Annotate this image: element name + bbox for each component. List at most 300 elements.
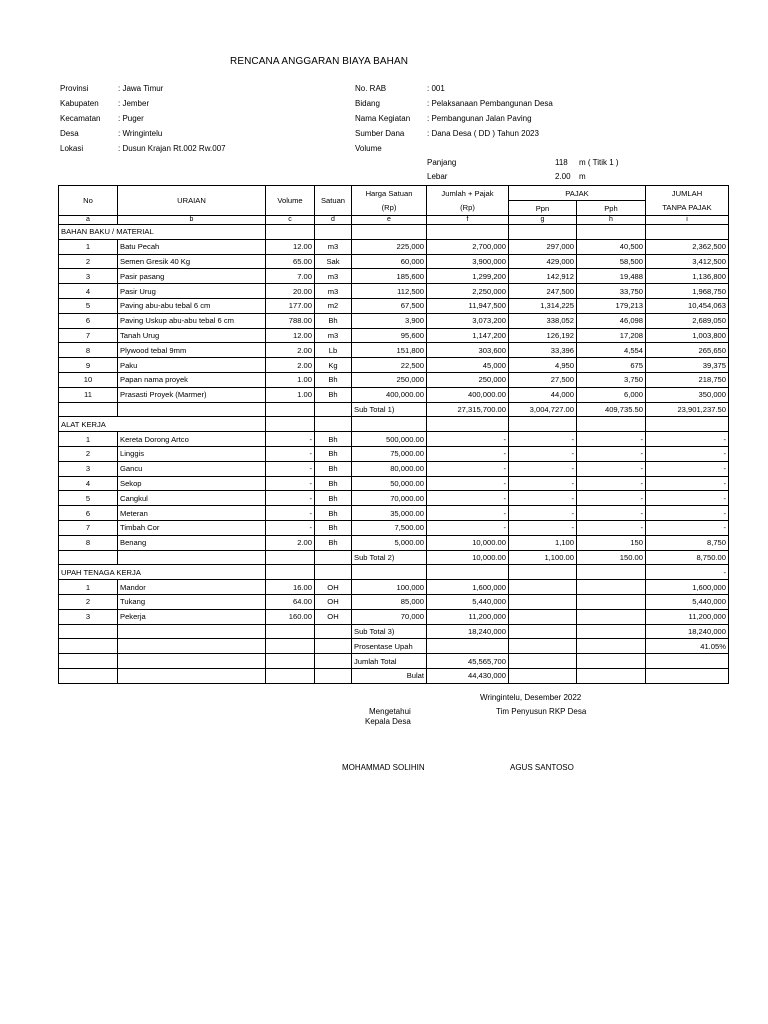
cell-jumlah-pajak: 10,000.00	[427, 535, 509, 550]
cell-ppn: 1,100	[509, 535, 577, 550]
header-no: No	[59, 186, 118, 216]
cell-pph: 17,208	[577, 328, 646, 343]
cell-satuan: Sak	[315, 254, 352, 269]
cell-ppn	[509, 417, 577, 432]
cell-satuan	[315, 624, 352, 639]
info-label: Kecamatan	[60, 114, 101, 123]
cell-harga-satuan: 500,000.00	[352, 432, 427, 447]
cell-ppn: 142,912	[509, 269, 577, 284]
cell-ppn: 429,000	[509, 254, 577, 269]
cell-volume: 1.00	[266, 372, 315, 387]
cell-jumlah-tanpa-pajak: 5,440,000	[646, 594, 729, 609]
cell-pph	[577, 225, 646, 240]
summary-row	[59, 639, 729, 654]
table-row	[59, 343, 729, 358]
header-tanpa-pajak: TANPA PAJAK	[646, 201, 729, 216]
cell-jumlah-pajak: 1,299,200	[427, 269, 509, 284]
subtotal-total: 18,240,000	[646, 624, 729, 639]
cell-pph: 6,000	[577, 387, 646, 402]
subtotal-total: 8,750.00	[646, 550, 729, 565]
cell-satuan: Kg	[315, 358, 352, 373]
cell-jumlah-tanpa-pajak: -	[646, 565, 729, 580]
cell-volume: -	[266, 491, 315, 506]
cell-jumlah-pajak: 1,600,000	[427, 580, 509, 595]
cell-harga-satuan: 70,000	[352, 609, 427, 624]
cell-volume: 177.00	[266, 298, 315, 313]
cell-jumlah-tanpa-pajak: 2,689,050	[646, 313, 729, 328]
cell-pph	[577, 417, 646, 432]
mengetahui-label: Mengetahui	[369, 707, 411, 716]
cell-jumlah-pajak: -	[427, 506, 509, 521]
cell-ppn: 247,500	[509, 284, 577, 299]
cell-volume: 2.00	[266, 358, 315, 373]
cell-jumlah-pajak: 3,073,200	[427, 313, 509, 328]
cell-uraian: Semen Gresik 40 Kg	[118, 254, 266, 269]
cell-jumlah-tanpa-pajak: -	[646, 506, 729, 521]
cell-no	[59, 624, 118, 639]
subtotal-jumlah: 10,000.00	[427, 550, 509, 565]
place-date: Wringintelu, Desember 2022	[480, 693, 582, 702]
cell-uraian: Paving Uskup abu-abu tebal 6 cm	[118, 313, 266, 328]
cell-volume: 7.00	[266, 269, 315, 284]
cell-jumlah-tanpa-pajak: 10,454,063	[646, 298, 729, 313]
cell-jumlah-tanpa-pajak: 2,362,500	[646, 239, 729, 254]
cell-satuan: Bh	[315, 432, 352, 447]
cell-volume	[266, 417, 315, 432]
cell-jumlah-tanpa-pajak: 11,200,000	[646, 609, 729, 624]
table-row	[59, 446, 729, 461]
cell-satuan: Bh	[315, 491, 352, 506]
cell-volume: 16.00	[266, 580, 315, 595]
cell-volume	[266, 624, 315, 639]
section-title: ALAT KERJA	[59, 417, 266, 432]
cell-uraian: Batu Pecah	[118, 239, 266, 254]
cell-pph: -	[577, 520, 646, 535]
info-value: : 001	[427, 84, 445, 93]
cell-no: 7	[59, 520, 118, 535]
cell-jumlah-tanpa-pajak: 8,750	[646, 535, 729, 550]
table-body	[59, 186, 729, 684]
cell-ppn: -	[509, 432, 577, 447]
cell-uraian: Kereta Dorong Artco	[118, 432, 266, 447]
cell-harga-satuan: 3,900	[352, 313, 427, 328]
kepala-desa-label: Kepala Desa	[365, 717, 411, 726]
table-row	[59, 594, 729, 609]
cell-jumlah-tanpa-pajak	[646, 417, 729, 432]
table-row	[59, 254, 729, 269]
cell-no: 10	[59, 372, 118, 387]
cell-jumlah-tanpa-pajak: 350,000	[646, 387, 729, 402]
cell-jumlah-pajak: 45,000	[427, 358, 509, 373]
section-header-row	[59, 417, 729, 432]
letter-cell: d	[315, 216, 352, 225]
cell-harga-satuan	[352, 417, 427, 432]
info-label: Volume	[355, 144, 382, 153]
cell-ppn: 1,314,225	[509, 298, 577, 313]
cell-volume	[266, 639, 315, 654]
cell-satuan: Bh	[315, 387, 352, 402]
header-jumlah-unit: (Rp)	[427, 201, 509, 216]
cell-uraian: Paving abu-abu tebal 6 cm	[118, 298, 266, 313]
cell-volume: 788.00	[266, 313, 315, 328]
cell-pph: 3,750	[577, 372, 646, 387]
lebar-value: 2.00	[555, 172, 571, 181]
cell-satuan: Bh	[315, 461, 352, 476]
table-row	[59, 609, 729, 624]
subtotal-row	[59, 402, 729, 417]
info-value: : Pembangunan Jalan Paving	[427, 114, 532, 123]
cell-jumlah-tanpa-pajak: 1,600,000	[646, 580, 729, 595]
cell-volume: -	[266, 446, 315, 461]
letter-cell: g	[509, 216, 577, 225]
cell-satuan: Bh	[315, 535, 352, 550]
cell-ppn: -	[509, 446, 577, 461]
info-value: : Dusun Krajan Rt.002 Rw.007	[118, 144, 226, 153]
cell-ppn: -	[509, 461, 577, 476]
cell-jumlah-tanpa-pajak: -	[646, 446, 729, 461]
cell-satuan: m3	[315, 239, 352, 254]
cell-no: 5	[59, 491, 118, 506]
cell-satuan: Lb	[315, 343, 352, 358]
cell-jumlah-tanpa-pajak: 3,412,500	[646, 254, 729, 269]
cell-jumlah-tanpa-pajak: -	[646, 520, 729, 535]
cell-no: 4	[59, 284, 118, 299]
subtotal-label: Sub Total 1)	[352, 402, 427, 417]
cell-ppn: 4,950	[509, 358, 577, 373]
cell-uraian: Pasir pasang	[118, 269, 266, 284]
cell-uraian: Timbah Cor	[118, 520, 266, 535]
cell-volume: -	[266, 520, 315, 535]
cell-ppn: -	[509, 520, 577, 535]
cell-satuan: OH	[315, 609, 352, 624]
cell-no: 1	[59, 432, 118, 447]
cell-pph	[577, 609, 646, 624]
cell-harga-satuan: 225,000	[352, 239, 427, 254]
cell-pph: 179,213	[577, 298, 646, 313]
table-row	[59, 328, 729, 343]
cell-jumlah-pajak	[427, 639, 509, 654]
cell-satuan: m3	[315, 269, 352, 284]
cell-harga-satuan: 185,600	[352, 269, 427, 284]
letter-cell: e	[352, 216, 427, 225]
cell-no: 8	[59, 343, 118, 358]
subtotal-ppn: 3,004,727.00	[509, 402, 577, 417]
table-row	[59, 239, 729, 254]
cell-harga-satuan: 7,500.00	[352, 520, 427, 535]
cell-jumlah-tanpa-pajak: 265,650	[646, 343, 729, 358]
cell-jumlah-tanpa-pajak	[646, 225, 729, 240]
cell-jumlah-pajak: 11,200,000	[427, 609, 509, 624]
cell-volume: 1.00	[266, 387, 315, 402]
cell-ppn	[509, 639, 577, 654]
cell-pph: -	[577, 506, 646, 521]
table-row	[59, 372, 729, 387]
cell-ppn: 33,396	[509, 343, 577, 358]
cell-ppn	[509, 565, 577, 580]
header-uraian: URAIAN	[118, 186, 266, 216]
cell-uraian: Sekop	[118, 476, 266, 491]
cell-no: 2	[59, 254, 118, 269]
cell-pph	[577, 594, 646, 609]
cell-pph: -	[577, 491, 646, 506]
cell-uraian	[118, 550, 266, 565]
subtotal-label: Sub Total 3)	[352, 624, 427, 639]
cell-no: 11	[59, 387, 118, 402]
cell-harga-satuan: 70,000.00	[352, 491, 427, 506]
table-row	[59, 461, 729, 476]
cell-no	[59, 639, 118, 654]
table-row	[59, 387, 729, 402]
cell-jumlah-pajak: 44,430,000	[427, 668, 509, 683]
info-label: Desa	[60, 129, 79, 138]
cell-uraian: Plywood tebal 9mm	[118, 343, 266, 358]
cell-ppn: -	[509, 506, 577, 521]
cell-ppn: -	[509, 476, 577, 491]
cell-uraian: Pekerja	[118, 609, 266, 624]
cell-uraian: Papan nama proyek	[118, 372, 266, 387]
panjang-label: Panjang	[427, 158, 457, 167]
cell-no	[59, 668, 118, 683]
info-value: : Wringintelu	[118, 129, 163, 138]
cell-no: 3	[59, 609, 118, 624]
subtotal-pph: 409,735.50	[577, 402, 646, 417]
summary-row	[59, 654, 729, 669]
cell-harga-satuan: 80,000.00	[352, 461, 427, 476]
section-header-row	[59, 225, 729, 240]
cell-volume: 65.00	[266, 254, 315, 269]
cell-volume: -	[266, 461, 315, 476]
cell-pph	[577, 654, 646, 669]
cell-volume	[266, 668, 315, 683]
cell-jumlah-pajak	[427, 565, 509, 580]
header-ppn: Ppn	[509, 201, 577, 216]
subtotal-total: 23,901,237.50	[646, 402, 729, 417]
cell-ppn	[509, 594, 577, 609]
cell-satuan: Bh	[315, 313, 352, 328]
section-header-row	[59, 565, 729, 580]
cell-pph: -	[577, 432, 646, 447]
info-value: : Jember	[118, 99, 150, 108]
cell-harga-satuan: 67,500	[352, 298, 427, 313]
cell-jumlah-tanpa-pajak: 1,136,800	[646, 269, 729, 284]
cell-no: 9	[59, 358, 118, 373]
cell-pph: 4,554	[577, 343, 646, 358]
info-label: Nama Kegiatan	[355, 114, 411, 123]
cell-no: 2	[59, 594, 118, 609]
cell-satuan: Bh	[315, 506, 352, 521]
cell-uraian: Cangkul	[118, 491, 266, 506]
cell-uraian: Benang	[118, 535, 266, 550]
cell-jumlah-tanpa-pajak: 39,375	[646, 358, 729, 373]
cell-volume	[266, 654, 315, 669]
cell-pph: 150	[577, 535, 646, 550]
section-title: BAHAN BAKU / MATERIAL	[59, 225, 266, 240]
tim-penyusun-label: Tim Penyusun RKP Desa	[496, 707, 587, 716]
cell-ppn	[509, 580, 577, 595]
cell-uraian: Meteran	[118, 506, 266, 521]
cell-ppn: 297,000	[509, 239, 577, 254]
cell-pph	[577, 580, 646, 595]
table-row	[59, 358, 729, 373]
cell-satuan	[315, 654, 352, 669]
table-row	[59, 269, 729, 284]
cell-jumlah-tanpa-pajak: 1,968,750	[646, 284, 729, 299]
letter-cell: a	[59, 216, 118, 225]
cell-no	[59, 402, 118, 417]
cell-jumlah-pajak: 2,700,000	[427, 239, 509, 254]
cell-ppn	[509, 225, 577, 240]
subtotal-label: Sub Total 2)	[352, 550, 427, 565]
cell-satuan	[315, 639, 352, 654]
cell-pph: 58,500	[577, 254, 646, 269]
cell-jumlah-pajak: 2,250,000	[427, 284, 509, 299]
header-total: JUMLAH	[646, 186, 729, 201]
cell-satuan	[315, 550, 352, 565]
cell-jumlah-pajak	[427, 417, 509, 432]
subtotal-jumlah: 18,240,000	[427, 624, 509, 639]
cell-volume: 12.00	[266, 328, 315, 343]
cell-uraian: Pasir Urug	[118, 284, 266, 299]
cell-no: 6	[59, 313, 118, 328]
subtotal-ppn	[509, 624, 577, 639]
info-label: Provinsi	[60, 84, 89, 93]
header-volume: Volume	[266, 186, 315, 216]
cell-jumlah-pajak: -	[427, 491, 509, 506]
cell-jumlah-tanpa-pajak: -	[646, 491, 729, 506]
cell-volume: 12.00	[266, 239, 315, 254]
cell-satuan: Bh	[315, 476, 352, 491]
cell-harga-satuan: 151,800	[352, 343, 427, 358]
cell-no: 1	[59, 580, 118, 595]
table-row	[59, 506, 729, 521]
cell-ppn: 126,192	[509, 328, 577, 343]
cell-no: 7	[59, 328, 118, 343]
table-row	[59, 580, 729, 595]
cell-jumlah-tanpa-pajak: 1,003,800	[646, 328, 729, 343]
cell-jumlah-pajak: 3,900,000	[427, 254, 509, 269]
summary-label: Jumlah Total	[352, 654, 427, 669]
cell-pph: -	[577, 461, 646, 476]
cell-pph: 675	[577, 358, 646, 373]
header-harga: Harga Satuan	[352, 186, 427, 201]
cell-ppn	[509, 668, 577, 683]
cell-harga-satuan: 400,000.00	[352, 387, 427, 402]
cell-uraian: Prasasti Proyek (Marmer)	[118, 387, 266, 402]
cell-pph	[577, 565, 646, 580]
header-pajak: PAJAK	[509, 186, 646, 201]
cell-no: 2	[59, 446, 118, 461]
summary-label: Prosentase Upah	[352, 639, 427, 654]
cell-uraian: Tukang	[118, 594, 266, 609]
cell-satuan: m3	[315, 328, 352, 343]
cell-no: 3	[59, 269, 118, 284]
document-title: RENCANA ANGGARAN BIAYA BAHAN	[230, 56, 409, 67]
summary-row	[59, 668, 729, 683]
cell-harga-satuan	[352, 225, 427, 240]
header-jumlah: Jumlah + Pajak	[427, 186, 509, 201]
info-value: : Jawa Timur	[118, 84, 164, 93]
cell-uraian: Gancu	[118, 461, 266, 476]
cell-uraian	[118, 668, 266, 683]
cell-jumlah-pajak: 5,440,000	[427, 594, 509, 609]
cell-uraian: Paku	[118, 358, 266, 373]
info-label: Bidang	[355, 99, 380, 108]
cell-jumlah-pajak: 400,000.00	[427, 387, 509, 402]
header-harga-unit: (Rp)	[352, 201, 427, 216]
cell-harga-satuan: 22,500	[352, 358, 427, 373]
cell-volume	[266, 565, 315, 580]
cell-pph: 40,500	[577, 239, 646, 254]
cell-uraian	[118, 402, 266, 417]
cell-ppn	[509, 609, 577, 624]
cell-no: 6	[59, 506, 118, 521]
cell-satuan	[315, 417, 352, 432]
cell-jumlah-pajak: 1,147,200	[427, 328, 509, 343]
cell-volume	[266, 550, 315, 565]
subtotal-jumlah: 27,315,700.00	[427, 402, 509, 417]
cell-volume	[266, 402, 315, 417]
cell-no: 1	[59, 239, 118, 254]
cell-harga-satuan: 50,000.00	[352, 476, 427, 491]
cell-satuan: m2	[315, 298, 352, 313]
cell-satuan: Bh	[315, 520, 352, 535]
header-row	[59, 186, 729, 201]
cell-jumlah-tanpa-pajak: -	[646, 432, 729, 447]
cell-volume	[266, 225, 315, 240]
cell-satuan: m3	[315, 284, 352, 299]
cell-jumlah-pajak: 250,000	[427, 372, 509, 387]
panjang-value: 118	[555, 158, 568, 167]
letter-cell: b	[118, 216, 266, 225]
cell-harga-satuan	[352, 565, 427, 580]
cell-jumlah-pajak: -	[427, 461, 509, 476]
rab-table	[58, 185, 729, 684]
table-row	[59, 535, 729, 550]
cell-ppn: 27,500	[509, 372, 577, 387]
cell-jumlah-tanpa-pajak: 41.05%	[646, 639, 729, 654]
info-label: Kabupaten	[60, 99, 99, 108]
cell-jumlah-pajak: 303,600	[427, 343, 509, 358]
table-row	[59, 313, 729, 328]
cell-ppn: 44,000	[509, 387, 577, 402]
section-title: UPAH TENAGA KERJA	[59, 565, 266, 580]
cell-satuan: Bh	[315, 446, 352, 461]
cell-harga-satuan: 60,000	[352, 254, 427, 269]
cell-pph: -	[577, 446, 646, 461]
info-value: : Puger	[118, 114, 144, 123]
cell-jumlah-pajak: -	[427, 446, 509, 461]
cell-jumlah-tanpa-pajak	[646, 668, 729, 683]
subtotal-pph: 150.00	[577, 550, 646, 565]
letter-cell: f	[427, 216, 509, 225]
table-row	[59, 298, 729, 313]
subtotal-row	[59, 624, 729, 639]
table-row	[59, 432, 729, 447]
cell-pph	[577, 668, 646, 683]
cell-harga-satuan: 250,000	[352, 372, 427, 387]
header-satuan: Satuan	[315, 186, 352, 216]
cell-harga-satuan: 5,000.00	[352, 535, 427, 550]
info-label: Sumber Dana	[355, 129, 405, 138]
cell-no	[59, 550, 118, 565]
cell-jumlah-tanpa-pajak: 218,750	[646, 372, 729, 387]
cell-volume: -	[266, 432, 315, 447]
letter-cell: i	[646, 216, 729, 225]
cell-no: 3	[59, 461, 118, 476]
cell-no: 5	[59, 298, 118, 313]
cell-no: 8	[59, 535, 118, 550]
cell-satuan	[315, 668, 352, 683]
